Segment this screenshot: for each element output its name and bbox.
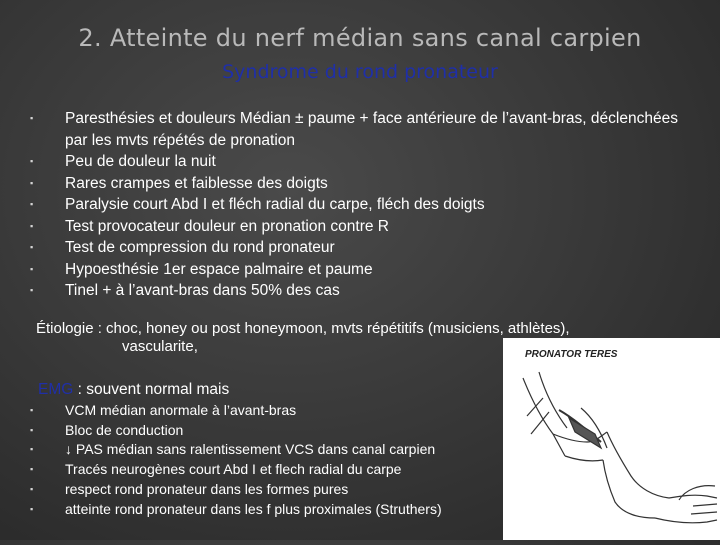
emg-item-text: atteinte rond pronateur dans les f plus proximales (Struthers) [65,500,442,517]
emg-heading [38,380,229,400]
symptom-item [30,280,690,302]
symptom-item-text: Paralysie court Abd I et fléch radial du carpe, fléch des doigts [65,196,485,213]
bullet-icon: ▪ [30,220,34,231]
emg-item [30,500,510,520]
figure-label: PRONATOR TERES [525,349,618,360]
symptom-item-text: Hypoesthésie 1er espace palmaire et paume [65,260,373,278]
pronator-muscle [569,418,601,448]
bullet-icon: ▪ [30,199,34,209]
forearm-drawing [503,338,720,540]
bullet-icon: ▪ [30,405,34,415]
symptom-item-text: Rares crampes et faiblesse des doigts [65,174,328,192]
symptom-item-text: Peu de douleur la nuit [65,153,216,170]
finger-line-1 [693,504,717,506]
bullet-icon: ▪ [30,263,34,274]
emg-item-text: respect rond pronateur dans les formes pures [65,480,349,497]
etiology-line-2: vascularite, [122,338,198,355]
bullet-icon: ▪ [30,444,34,455]
hand-upper [669,495,717,498]
slide-subtitle: Syndrome du rond pronateur [222,61,498,83]
symptom-item [30,237,690,259]
bullet-icon: ▪ [30,242,34,252]
emg-item [30,480,510,500]
symptom-item-text: Test de compression du rond pronateur [65,239,335,256]
emg-item [30,401,510,421]
symptom-item [30,151,690,173]
symptom-item-text: Paresthésies et douleurs Médian ± paume + face antérieure de l’avant-bras, déclenchées par les mvts répétés de pronation [65,110,678,149]
emg-heading-rest: : souvent normal mais [73,381,230,398]
symptom-item-text: Tinel + à l’avant-bras dans 50% des cas [65,282,340,299]
thumb [679,486,715,500]
emg-item-text: Tracés neurogènes court Abd I et flech radial du carpe [65,461,402,478]
slide-title: 2. Atteinte du nerf médian sans canal carpien [78,24,642,52]
bullet-icon: ▪ [30,483,34,494]
emg-item-text: ↓ PAS médian sans ralentissement VCS dans canal carpien [65,441,436,458]
emg-item-text: Bloc de conduction [65,421,184,438]
bullet-icon: ▪ [30,113,34,123]
bullet-icon: ▪ [30,156,34,166]
forearm-lower [603,460,655,518]
forearm-upper [607,432,669,498]
symptom-item [30,194,690,216]
emg-item [30,460,510,480]
emg-list [30,401,510,519]
bullet-icon: ▪ [30,285,34,295]
emg-item-text: VCM médian anormale à l’avant-bras [65,402,297,418]
symptom-item-text: Test provocateur douleur en pronation contre R [65,217,389,235]
bullet-icon: ▪ [30,464,34,475]
pronator-teres-illustration [503,338,720,540]
symptom-item [30,216,690,238]
bullet-icon: ▪ [30,503,34,514]
bullet-icon: ▪ [30,177,34,188]
emg-item [30,421,510,441]
symptom-item [30,259,690,281]
hand-lower [655,518,717,523]
symptom-item [30,108,690,151]
emg-item [30,440,510,460]
symptom-item [30,173,690,195]
elbow-lower [565,456,603,461]
pointer-line-1 [527,398,543,416]
etiology-line-1: Étiologie : choc, honey ou post honeymoon, mvts répétitifs (musiciens, athlètes), [36,320,570,337]
symptom-list [30,108,690,302]
bullet-icon: ▪ [30,424,34,435]
emg-keyword: EMG [38,381,74,398]
pointer-line-2 [531,412,549,434]
finger-line-2 [691,512,717,514]
